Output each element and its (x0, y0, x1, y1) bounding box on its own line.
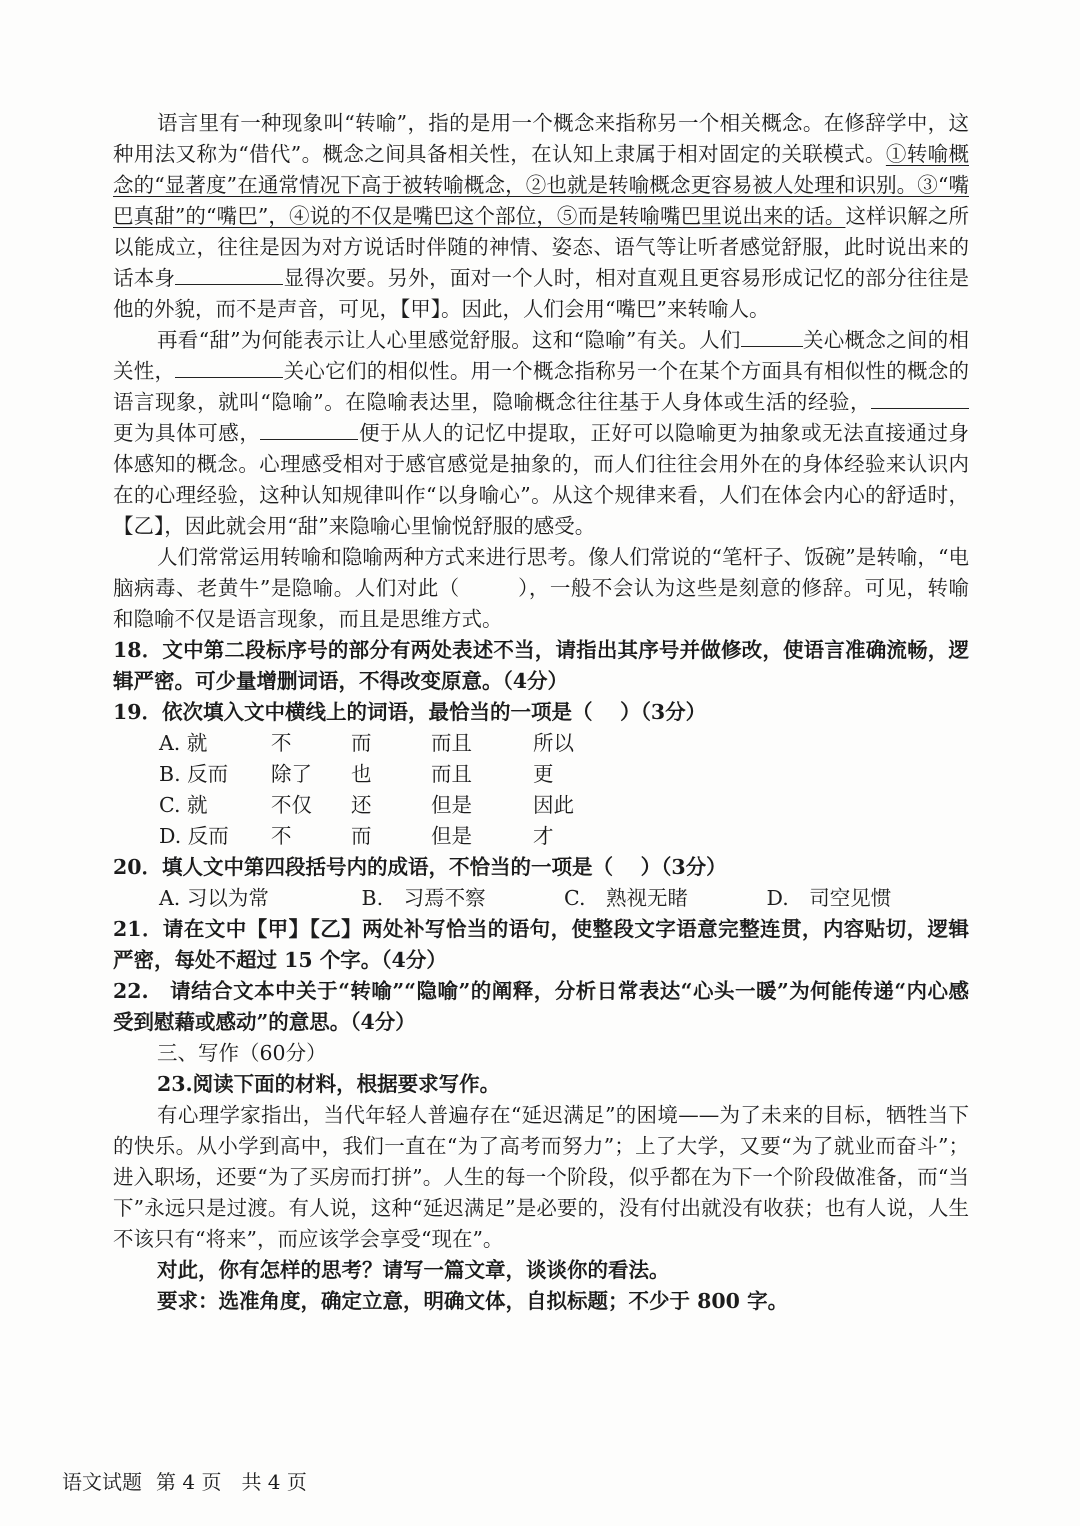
writing-material: 有心理学家指出，当代年轻人普遍存在“延迟满足”的困境——为了未来的目标，牺牲当下的快乐。从小学到高中，我们一直在“为了高考而努力”；上了大学，又要“为了就业而奋斗”；进入职场，还要“为了买房而打拼”。人生的每一个阶段，似乎都在为下一个阶段做准备，而“当下”永远只是过渡。有人说，这种“延迟满足”是必要的，没有付出就没有收获；也有人说，人生不该只有“将来”，而应该学会享受“现在”。 (113, 1103, 969, 1251)
option-d-word-2: 不 (271, 824, 292, 848)
p2-text-e: 便于从人的记忆中提取，正好可以隐喻更为抽象或无法直接通过身体感知的概念。心理感受相对于感官感觉是抽象的，而人们往往会用外在的身体经验来认识内在的心理经验，这种认知规律叫作“以身喻心”。从这个规律来看，人们在体会内心的舒适时，【乙】，因此就会用“甜”来隐喻心里愉悦舒服的感受。 (113, 421, 970, 538)
fill-blank-4 (871, 390, 969, 409)
question-19-options (113, 728, 969, 852)
option-c-word-4: 但是 (431, 793, 472, 817)
q20-option-d: D. 司空见惯 (766, 886, 892, 910)
option-d-word-4: 但是 (431, 824, 472, 848)
passage-paragraph-3 (113, 542, 969, 635)
option-a-word-4: 而且 (431, 731, 472, 755)
question-20-options (113, 883, 969, 914)
option-d-word-3: 而 (351, 824, 372, 848)
q20-option-c: C. 熟视无睹 (564, 886, 688, 910)
p2-text-c: 关心它们的相似性。用一个概念指称另一个在某个方面具有相似性的概念的语言现象，就叫“隐喻”。在隐喻表达里，隐喻概念往往基于人身体或生活的经验， (113, 359, 970, 414)
option-row-d (113, 821, 969, 852)
q20-option-b: B. 习焉不察 (361, 886, 486, 910)
option-a-word-1: A. 就 (159, 731, 208, 755)
p2-text-a: 再看“甜”为何能表示让人心里感觉舒服。这和“隐喻”有关。人们 (157, 328, 741, 352)
writing-section-title: 三、写作（60分） (157, 1041, 327, 1065)
p1-text-c: 显得次要。另外，面对一个人时，相对直观且更容易形成记忆的部分往往是他的外貌，而不是声音，可见，【甲】。因此，人们会用“嘴巴”来转喻人。 (113, 266, 970, 321)
passage-paragraph-1 (113, 108, 969, 325)
p1-text-a: 语言里有一种现象叫“转喻”，指的是用一个概念来指称另一个相关概念。在修辞学中，这种用法又称为“借代”。概念之间具备相关性，在认知上隶属于相对固定的关联模式。 (113, 111, 969, 166)
option-b-word-2: 除了 (271, 762, 312, 786)
option-a-word-2: 不 (271, 731, 292, 755)
q20-option-a: A. 习以为常 (159, 886, 269, 910)
option-b-word-4: 而且 (431, 762, 472, 786)
p3-text-a: 人们常常运用转喻和隐喻两种方式来进行思考。像人们常说的“笔杆子、饭碗”是转喻，“电脑病毒、老黄牛”是隐喻。人们对此（ (113, 545, 969, 600)
option-row-c (113, 790, 969, 821)
question-20: 20．填人文中第四段括号内的成语，不恰当的一项是（ ）（3分） (113, 855, 727, 879)
footer-page-number: 第 4 页 共 4 页 (156, 1470, 307, 1494)
exam-text (113, 108, 969, 1317)
option-c-word-2: 不仅 (271, 793, 312, 817)
fill-blank-5 (260, 421, 358, 440)
option-d-word-1: D. 反而 (159, 824, 229, 848)
option-a-word-3: 而 (351, 731, 372, 755)
writing-prompt: 对此，你有怎样的思考？请写一篇文章，谈谈你的看法。 (157, 1258, 670, 1282)
option-d-word-5: 才 (533, 824, 554, 848)
option-c-word-3: 还 (351, 793, 372, 817)
option-row-b (113, 759, 969, 790)
fill-blank-3 (175, 359, 283, 378)
option-b-word-5: 更 (533, 762, 554, 786)
option-c-word-1: C. 就 (159, 793, 208, 817)
option-b-word-1: B. 反而 (159, 762, 229, 786)
option-c-word-5: 因此 (533, 793, 574, 817)
p2-text-d: 更为具体可感， (113, 421, 261, 445)
option-a-word-5: 所以 (533, 731, 574, 755)
question-19: 19．依次填入文中横线上的词语，最恰当的一项是（ ）（3分） (113, 700, 707, 724)
writing-requirement: 要求：选准角度，确定立意，明确文体，自拟标题；不少于 800 字。 (157, 1289, 789, 1313)
fill-blank-1 (175, 266, 283, 285)
question-22: 22. 请结合文本中关于“转喻”“隐喻”的阐释，分析日常表达“心头一暖”为何能传递“内心感受到慰藉或感动”的意思。（4分） (113, 979, 969, 1034)
footer-subject: 语文试题 (62, 1470, 142, 1494)
option-row-a (113, 728, 969, 759)
p2-text-b: 关心概念之间的相关性， (113, 328, 970, 383)
page-footer (62, 1466, 321, 1495)
passage-paragraph-2 (113, 325, 969, 542)
question-21: 21．请在文中【甲】【乙】两处补写恰当的语句，使整段文字语意完整连贯，内容贴切，逻辑严密，每处不超过 15 个字。（4分） (113, 917, 969, 972)
option-b-word-3: 也 (351, 762, 372, 786)
question-23: 23.阅读下面的材料，根据要求写作。 (157, 1072, 501, 1096)
p1-underlined-text: ①转喻概念的“显著度”在通常情况下高于被转喻概念，②也就是转喻概念更容易被人处理和识别。③“嘴巴真甜”的“嘴巴”，④说的不仅是嘴巴这个部位，⑤而是转喻嘴巴里说出来的话。 (113, 142, 969, 228)
p3-text-b: ），一般不会认为这些是刻意的修辞。可见，转喻和隐喻不仅是语言现象，而且是思维方式。 (113, 576, 970, 631)
p1-text-b: 这样识解之所以能成立，往往是因为对方说话时伴随的神情、姿态、语气等让听者感觉舒服，此时说出来的话本身 (113, 204, 969, 290)
question-18: 18．文中第二段标序号的部分有两处表述不当，请指出其序号并做修改，使语言准确流畅，逻辑严密。可少量增删词语，不得改变原意。（4分） (113, 638, 969, 693)
fill-blank-2 (741, 328, 803, 347)
